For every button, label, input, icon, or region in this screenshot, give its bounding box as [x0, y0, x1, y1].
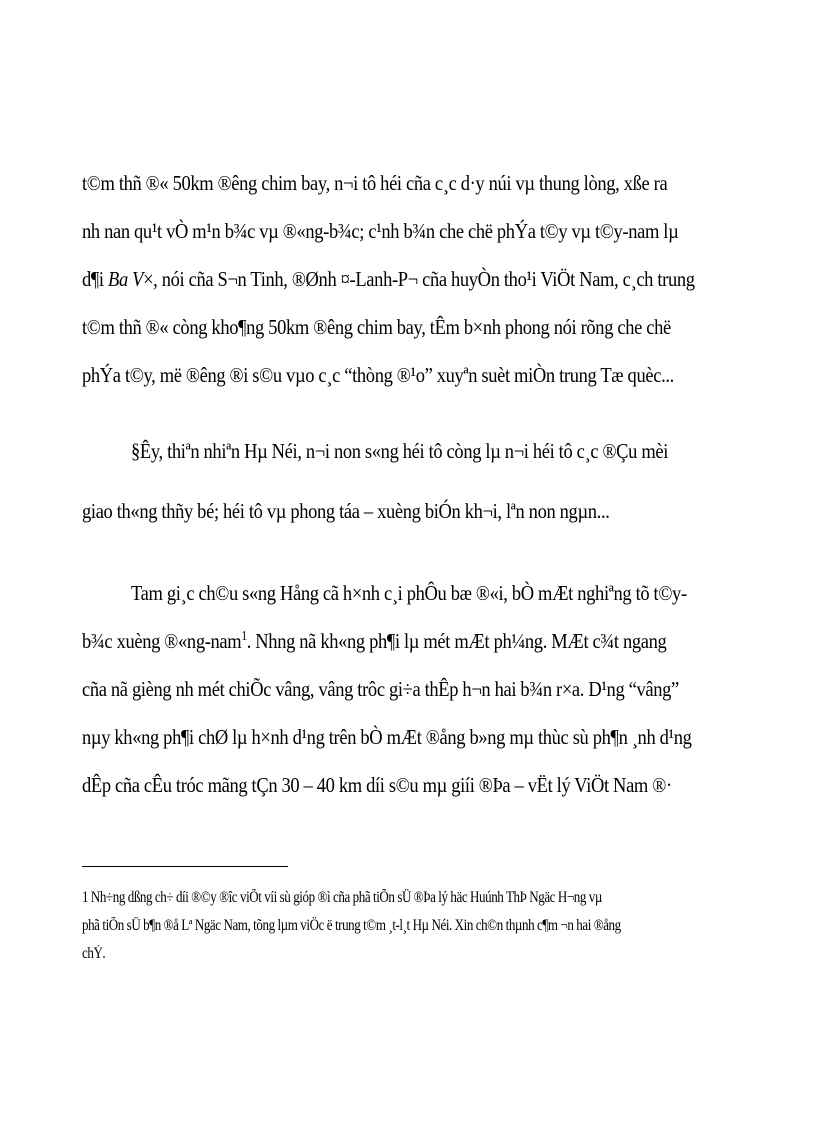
- paragraph-2-line-1: §Êy, thiªn nhiªn Hµ Néi, n¬i non s«ng héi tô còng lµ n¬i héi tô c¸c ®Çu mèi: [131, 439, 669, 463]
- paragraph-1-line-5: phÝa t©y, më ®êng ®i s©u vµo c¸c “thòng ®¹o” xuyªn suèt miÒn trung Tæ quèc...: [82, 363, 674, 387]
- paragraph-1-line-3: [82, 266, 695, 292]
- paragraph-3-line-5: dÊp cña cÊu tróc mãng tÇn 30 – 40 km díi s©u mµ giíi ®Þa – vËt lý ViÖt Nam ®·: [82, 773, 672, 797]
- footnote-line-2: phã tiÕn sÜ b¶n ®å Lª Ngäc Nam, tõng lµm viÖc ë trung t©m ¸t-l¸t Hµ Néi. Xin ch©n thµnh c¶m ¬n hai ®ång: [82, 917, 621, 934]
- footnote-reference[interactable]: 1: [241, 627, 247, 643]
- paragraph-1-line-3-italic: Ba V: [108, 267, 144, 291]
- paragraph-1-line-3-end: ×, nói cña S¬n Tinh, ®Ønh ¤-Lanh-P¬ cña huyÒn tho¹i ViÖt Nam, c¸ch trung: [143, 267, 695, 291]
- paragraph-3-line-2: [82, 627, 667, 654]
- paragraph-3-line-2-start: b¾c xuèng ®«ng-nam: [82, 629, 242, 653]
- footnote-marker: 1: [82, 889, 89, 906]
- paragraph-3-line-4: nµy kh«ng ph¶i chØ lµ h×nh d¹ng trên bÒ mÆt ®ång b»ng mµ thùc sù ph¶n ¸nh d¹ng: [82, 725, 692, 749]
- paragraph-3-line-1: Tam gi¸c ch©u s«ng Hång cã h×nh c¸i phÔu bæ ®«i, bÒ mÆt nghiªng tõ t©y-: [131, 581, 687, 605]
- footnote-separator: [82, 866, 288, 867]
- paragraph-1-line-3-start: d¶i: [82, 267, 109, 291]
- paragraph-2-line-2: giao th«ng thñy bé; héi tô vµ phong táa – xuèng biÓn kh¬i, lªn non ngµn...: [82, 499, 610, 523]
- footnote-line-1: [82, 888, 630, 908]
- paragraph-3-line-2-end: . Nhng nã kh«ng ph¶i lµ mét mÆt ph¼ng. MÆt c¾t ngang: [246, 629, 667, 653]
- footnote-line-3: chÝ.: [82, 945, 106, 962]
- paragraph-1-line-2: nh nan qu¹t vÒ m¹n b¾c vµ ®«ng-b¾c; c¹nh b¾n che chë phÝa t©y vµ t©y-nam lµ: [82, 219, 679, 243]
- paragraph-1-line-4: t©m thñ ®« còng kho¶ng 50km ®êng chim bay, tÊm b×nh phong nói rõng che chë: [82, 315, 671, 339]
- paragraph-1-line-1: t©m thñ ®« 50km ®êng chim bay, n¬i tô héi cña c¸c d·y núi vµ thung lòng, xße ra: [82, 171, 668, 195]
- footnote-line-1-text: Nh÷ng dßng ch÷ díi ®©y ®îc viÕt víi sù gióp ®ì cña phã tiÕn sÜ ®Þa lý häc Huúnh ThÞ Ngäc H¬ng vµ: [88, 889, 602, 906]
- paragraph-3-line-3: cña nã gièng nh mét chiÕc vâng, vâng trôc gi÷a thÊp h¬n hai b¾n r×a. D¹ng “vâng”: [82, 677, 679, 701]
